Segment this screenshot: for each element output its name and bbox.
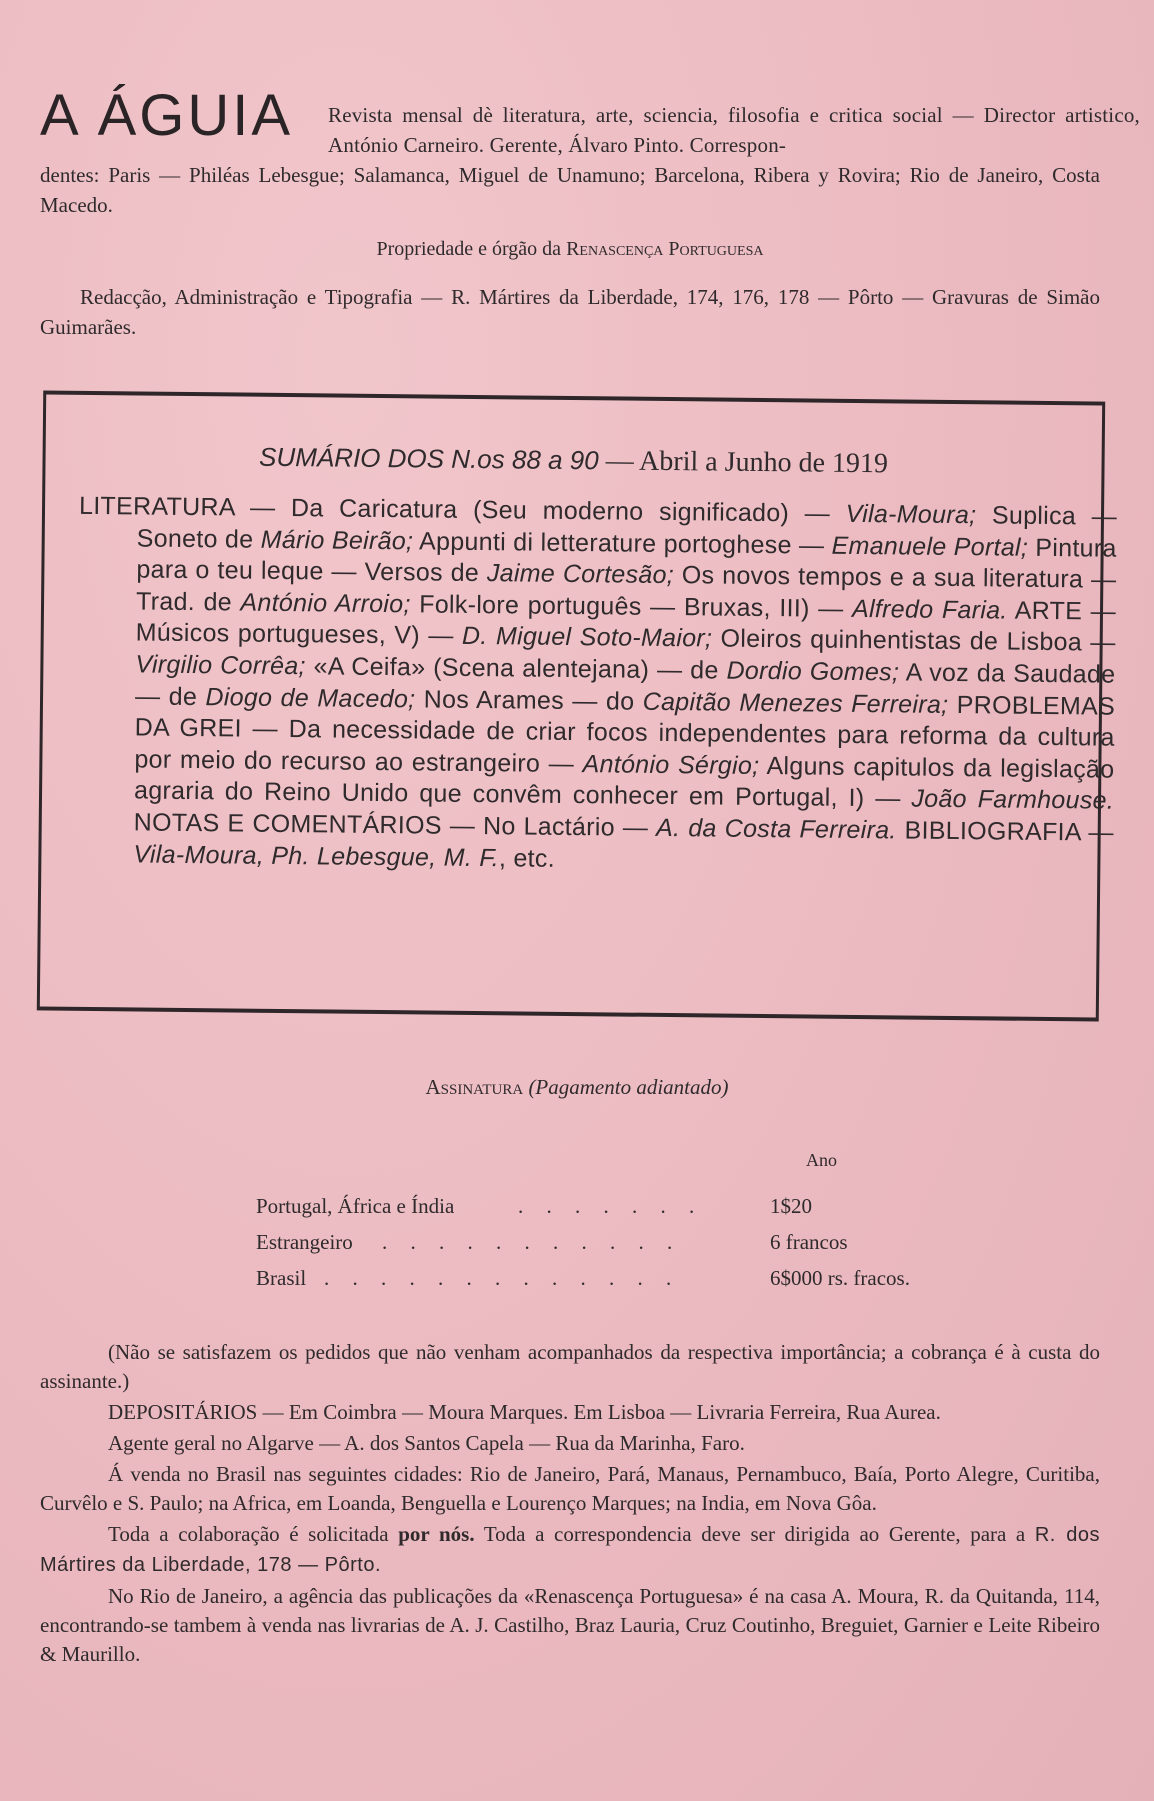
- ownership-line: [40, 234, 1100, 264]
- summary-author: Dordio Gomes;: [726, 656, 900, 687]
- summary-author: Capitão Menezes Ferreira;: [642, 687, 949, 719]
- price-value: 6$000 rs. fracos.: [770, 1266, 910, 1290]
- leader-dots: . . . . . . . . . . . . .: [324, 1266, 681, 1290]
- summary-author: Mário Beirão;: [260, 525, 414, 555]
- summary-author: Vila-Moura;: [845, 499, 977, 530]
- subscription-title: Assinatura: [425, 1075, 524, 1099]
- collaboration-emphasis: por nós.: [398, 1522, 475, 1546]
- summary-box: [37, 390, 1118, 1021]
- subscription-heading: [0, 1072, 1154, 1102]
- summary-text: Oleiros quinhentistas de Lisboa —: [712, 624, 1116, 658]
- depositaries-note: DEPOSITÁRIOS — Em Coimbra — Moura Marques. Em Lisboa — Livraria Ferreira, Rua Aurea.: [108, 1400, 941, 1424]
- masthead-description: Revista mensal dè literatura, arte, sciencia, filosofia e critica social — Director artistico, António Carneiro. Gerente, Álvaro Pinto. Correspon-: [328, 103, 1140, 157]
- price-row: [256, 1190, 956, 1226]
- owner-name: Renascença Portuguesa: [566, 238, 764, 260]
- magazine-logo: A ÁGUIA: [40, 83, 294, 148]
- brazil-sales-note: Á venda no Brasil nas seguintes cidades: Rio de Janeiro, Pará, Manaus, Pernambuco, Baía, Porto Alegre, Curitiba, Curvêlo e S. Paulo; na Africa, em Loanda, Benguella e Lourenço Marques; na India, em Nova Gôa.: [40, 1462, 1100, 1515]
- summary-text: A voz da Saudade — de: [134, 658, 1116, 711]
- leader-dots: . . . . . . . . . . .: [382, 1230, 682, 1254]
- ownership-prefix: Propriedade e órgão da: [376, 238, 562, 260]
- subscription-note: (Pagamento adiantado): [528, 1075, 729, 1099]
- price-row: [256, 1226, 956, 1262]
- algarve-agent-note: Agente geral no Algarve — A. dos Santos Capela — Rua da Marinha, Faro.: [108, 1431, 745, 1455]
- summary-author: Vila-Moura, Ph. Lebesgue, M. F.: [133, 839, 500, 872]
- masthead-correspondents: dentes: Paris — Philéas Lebesgue; Salamanca, Miguel de Unamuno; Barcelona, Ribera y Rovira; Rio de Janeiro, Costa Macedo.: [40, 163, 1100, 217]
- summary-author: Diogo de Macedo;: [205, 682, 416, 713]
- summary-author: João Farmhouse.: [911, 784, 1115, 816]
- summary-author: Virgilio Corrêa;: [135, 650, 306, 681]
- collaboration-text: Toda a colaboração é solicitada: [108, 1522, 389, 1546]
- summary-text: Suplica — Soneto de: [136, 501, 1118, 554]
- price-column-header: Ano: [806, 1150, 837, 1170]
- summary-text: Os novos tempos e a sua literatura — Trad. de: [135, 561, 1117, 617]
- summary-author: António Arroio;: [240, 588, 411, 619]
- summary-title-date: — Abril a Junho de 1919: [598, 445, 889, 480]
- price-table: [256, 1190, 956, 1298]
- leader-dots: . . . . . . .: [518, 1194, 704, 1218]
- price-row: [256, 1262, 956, 1298]
- summary-text: PROBLEMAS DA GREI — Da necessidade de criar focos independentes para reforma da cultura por meio do recurso ao estrangeiro —: [134, 690, 1116, 778]
- summary-text: Alguns capitulos da legislação agraria do Reino Unido que convêm conhecer em Portugal, I) —: [133, 751, 1115, 813]
- summary-text: BIBLIOGRAFIA —: [896, 816, 1114, 847]
- collaboration-note: [40, 1520, 1100, 1580]
- price-value: 1$20: [770, 1194, 812, 1218]
- price-label: Portugal, África e Índia: [256, 1194, 455, 1218]
- price-label: Brasil: [256, 1266, 307, 1290]
- correspondence-address: R. dos Mártires da Liberdade, 178 — Pôrto.: [40, 1524, 1101, 1576]
- summary-author: Jaime Cortesão;: [486, 559, 675, 590]
- summary-author: D. Miguel Soto-Maior;: [461, 622, 713, 653]
- summary-text: , etc.: [498, 843, 556, 873]
- address-line: Redacção, Administração e Tipografia — R. Mártires da Liberdade, 174, 176, 178 — Pôrto — Gravuras de Simão Guimarães.: [40, 285, 1100, 339]
- summary-author: A. da Costa Ferreira.: [655, 813, 897, 845]
- price-value: 6 francos: [770, 1230, 848, 1254]
- payment-note: (Não se satisfazem os pedidos que não venham acompanhados da respectiva importância; a cobrança é à custa do assinante.): [40, 1340, 1100, 1393]
- price-label: Estrangeiro: [256, 1230, 353, 1254]
- summary-author: Emanuele Portal;: [831, 531, 1029, 562]
- summary-text: Pintura para o teu leque — Versos de: [136, 533, 1117, 588]
- summary-text: «A Ceifa» (Scena alentejana) — de: [305, 652, 727, 685]
- summary-text: Folk-lore português — Bruxas, III) —: [410, 590, 853, 623]
- summary-text: LITERATURA — Da Caricatura (Seu moderno significado) —: [78, 491, 846, 528]
- correspondence-text: Toda a correspondencia deve ser dirigida ao Gerente, para a: [483, 1522, 1026, 1546]
- summary-text: NOTAS E COMENTÁRIOS — No Lactário —: [133, 808, 657, 842]
- summary-text: ARTE — Músicos portugueses, V) —: [135, 596, 1117, 651]
- summary-contents: [75, 491, 1117, 881]
- summary-author: António Sérgio;: [582, 749, 760, 780]
- summary-text: Appunti di letterature portoghese —: [413, 526, 832, 560]
- summary-author: Alfredo Faria.: [851, 594, 1008, 625]
- rio-agency-note: No Rio de Janeiro, a agência das publicações da «Renascença Portuguesa» é na casa A. Moura, R. da Quitanda, 114, encontrando-se tambem à venda nas livrarias de A. J. Castilho, Braz Lauria, Cruz Coutinho, Breguiet, Garnier e Leite Ribeiro & Maurillo.: [40, 1584, 1100, 1666]
- summary-title-issues: SUMÁRIO DOS N.os 88 a 90: [258, 441, 599, 476]
- summary-title: [45, 436, 1101, 484]
- summary-text: Nos Arames — do: [415, 684, 643, 716]
- notes-section: [40, 1338, 1100, 1671]
